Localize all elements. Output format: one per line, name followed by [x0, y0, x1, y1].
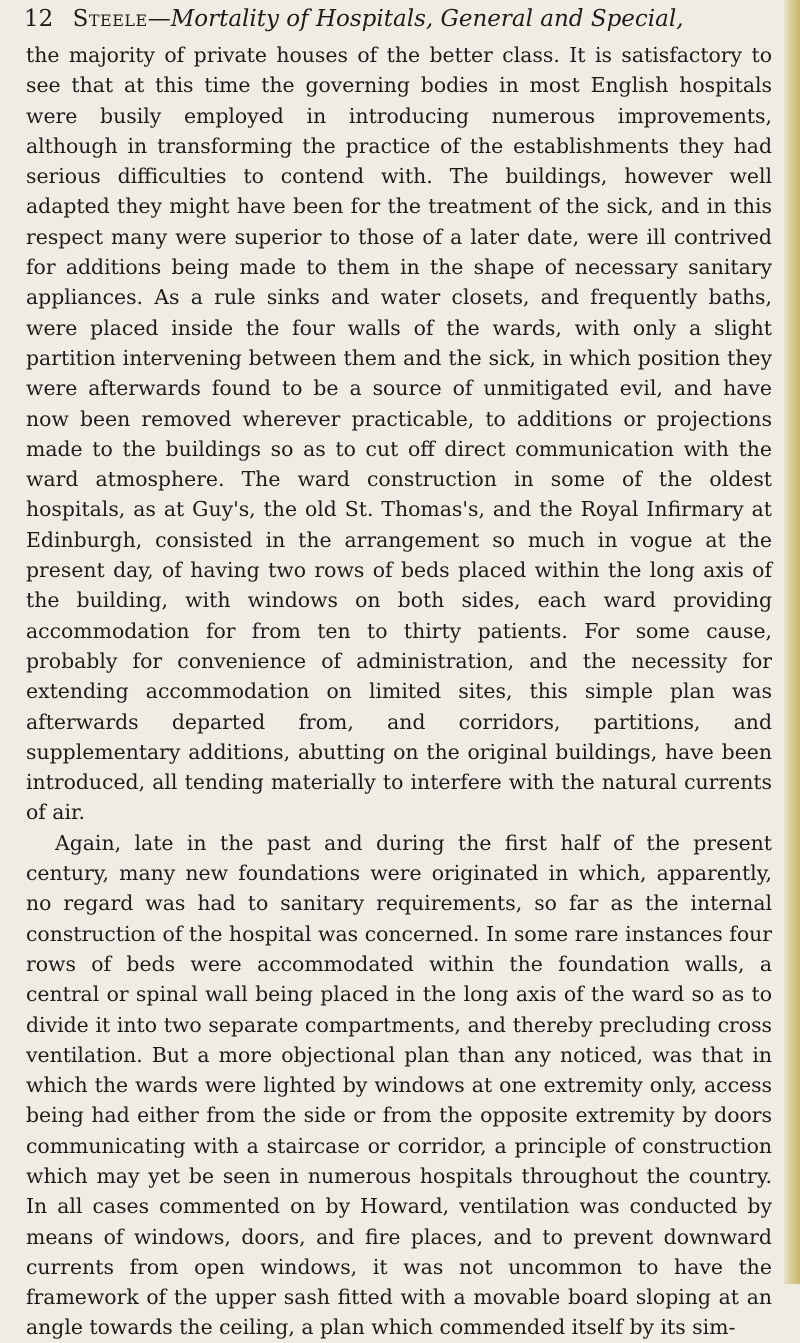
running-header — [24, 2, 764, 36]
running-header-author: Steele — [72, 6, 148, 32]
page-spine-edge — [784, 0, 800, 1284]
paragraph-continued: the majority of private houses of the better class. It is satisfactory to see that at this time the governing bodies in most English hospitals were busily employed in introducing numerous improvements, although in transforming the practice of the establishments they had serious difficulties to contend with. The buildings, however well adapted they might have been for the treatment of the sick, and in this respect many were superior to those of a later date, were ill contrived for additions being made to them in the shape of necessary sanitary appliances. As a rule sinks and water closets, and frequently baths, were placed inside the four walls of the wards, with only a slight partition intervening between them and the sick, in which position they were afterwards found to be a source of unmitigated evil, and have now been removed wherever practicable, to additions or projections made to the buildings so as to cut off direct communication with the ward atmosphere. The ward construction in some of the oldest hospitals, as at Guy's, the old St. Thomas's, and the Royal Infirmary at Edinburgh, consisted in the arrangement so much in vogue at the present day, of having two rows of beds placed within the long axis of the building, with windows on both sides, each ward providing accommodation for from ten to thirty patients. For some cause, probably for convenience of administration, and the necessity for extending accommodation on limited sites, this simple plan was afterwards departed from, and corridors, partitions, and supplementary additions, abutting on the original buildings, have been introduced, all tending materially to interfere with the natural currents of air. — [26, 43, 772, 825]
paragraph-again: Again, late in the past and during the first half of the present century, many new foundations were originated in which, apparently, no regard was had to sanitary requirements, so far as the internal construction of the hospital was concerned. In some rare instances four rows of beds were accommodated within the foundation walls, a central or spinal wall being placed in the long axis of the ward so as to divide it into two separate compartments, and thereby precluding cross ventilation. But a more objectional plan than any noticed, was that in which the wards were lighted by windows at one extremity only, access being had either from the side or from the opposite extremity by doors communicating with a staircase or corridor, a principle of construction which may yet be seen in numerous hospitals throughout the country. In all cases commented on by Howard, ventilation was conducted by means of windows, doors, and fire places, and to prevent downward currents from open windows, it was not uncommon to have the framework of the upper sash fitted with a movable board sloping at an angle towards the ceiling, a plan which commended itself by its sim- — [26, 830, 772, 1340]
body-text — [26, 40, 772, 1343]
running-header-title: Mortality of Hospitals, General and Special, — [170, 6, 684, 32]
running-header-separator: — — [147, 6, 171, 32]
page-number: 12 — [24, 6, 54, 32]
